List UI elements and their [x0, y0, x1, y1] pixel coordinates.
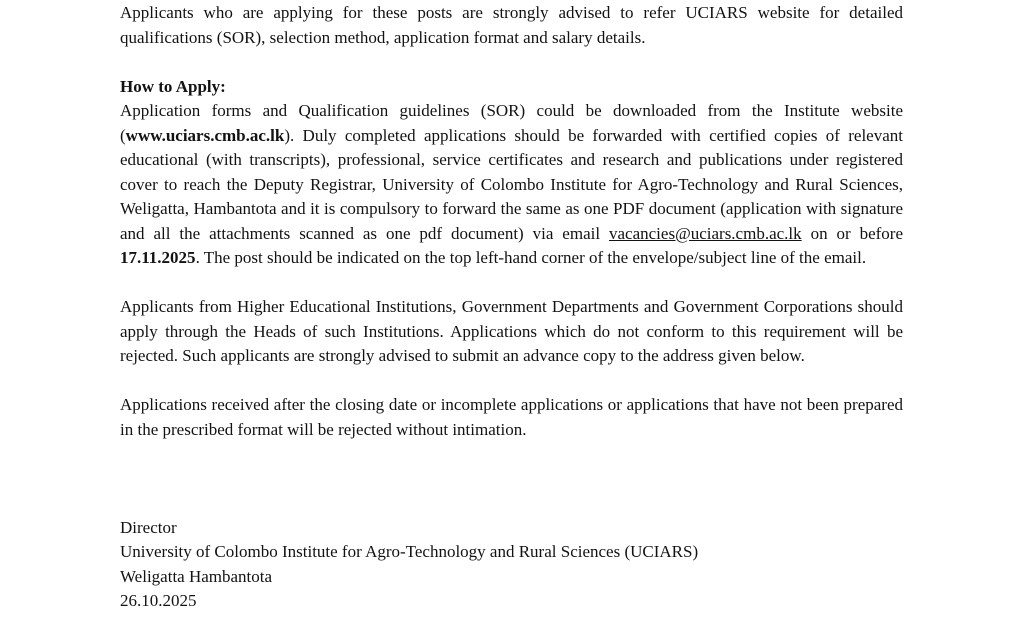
vacancies-email-link[interactable]: vacancies@uciars.cmb.ac.lk: [609, 223, 802, 243]
how-to-apply-text-1: Application forms and Qualification guidelines (SOR) could be downloaded from the Institute website (: [120, 101, 903, 145]
signature-block: [120, 516, 903, 614]
how-to-apply-text-3: on or before: [801, 223, 903, 243]
signature-institute: University of Colombo Institute for Agro-Technology and Rural Sciences (UCIARS): [120, 542, 699, 561]
institute-website-url: www.uciars.cmb.ac.lk: [125, 125, 285, 145]
late-applications-paragraph: Applications received after the closing date or incomplete applications or applications that have not been prepared in the prescribed format will be rejected without intimation.: [120, 395, 903, 439]
how-to-apply-text-4: . The post should be indicated on the top left-hand corner of the envelope/subject line of the email.: [195, 248, 867, 267]
signature-role: Director: [120, 517, 177, 537]
how-to-apply-heading: How to Apply:: [120, 76, 226, 96]
institutions-paragraph: Applicants from Higher Educational Institutions, Government Departments and Government Corporations should apply through the Heads of such Institutions. Applications which do not conform to this requirement will be rejected. Such applicants are strongly advised to submit an advance copy to the address given below.: [120, 297, 903, 365]
intro-paragraph: Applicants who are applying for these posts are strongly advised to refer UCIARS website for detailed qualifications (SOR), selection method, application format and salary details.: [120, 3, 903, 47]
how-to-apply-text-2: ). Duly completed applications should be forwarded with certified copies of relevant educational (with transcripts), professional, service certificates and research and publications under registered cover to reach the Deputy Registrar, University of Colombo Institute for Agro-Technology and Rural Sciences, Weligatta, Hambantota and it is compulsory to forward the same as one PDF document (application with signature and all the attachments scanned as one pdf document) via email: [120, 125, 903, 243]
how-to-apply-paragraph: [120, 99, 903, 271]
signature-location: Weligatta Hambantota: [120, 566, 273, 586]
signature-date: 26.10.2025: [120, 591, 197, 610]
closing-date: 17.11.2025: [120, 248, 196, 267]
